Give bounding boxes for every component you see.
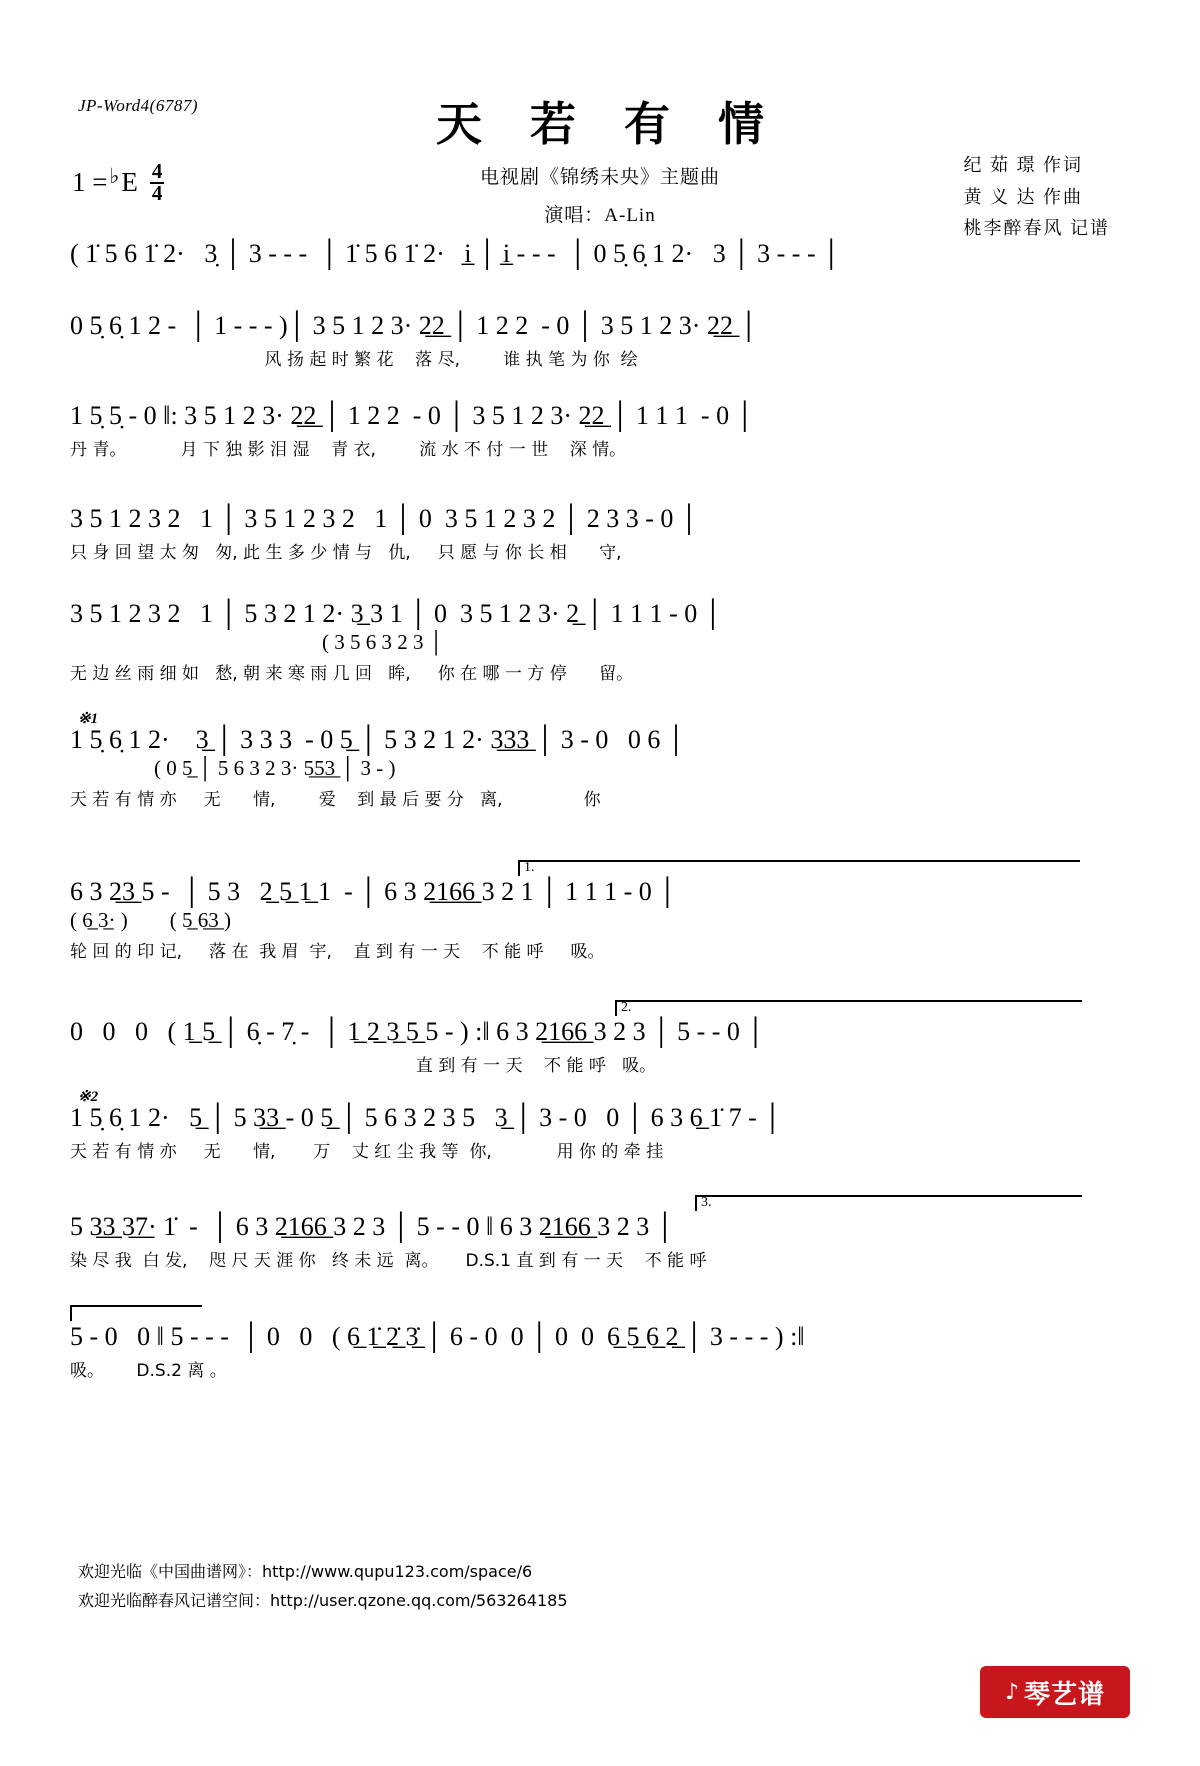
- music-system: [70, 1305, 1130, 1381]
- volta-number: 3.: [701, 1195, 712, 1210]
- flat-icon: ♭: [109, 164, 120, 189]
- segno-mark-2: ※2: [78, 1089, 99, 1105]
- credit-transcriber: 桃李醉春风 记谱: [963, 218, 1110, 238]
- music-system: [70, 1000, 1130, 1076]
- lyrics-row: 只 身 回 望 太 匆 匆, 此 生 多 少 情 与 仇, 只 愿 与 你 长 相 守,: [70, 542, 622, 563]
- volta-bracket-3: [695, 1195, 1082, 1211]
- subtitle: 电视剧《锦绣未央》主题曲: [479, 167, 720, 188]
- music-system: [70, 860, 1130, 962]
- volta-bracket-2: [615, 1000, 1082, 1016]
- lyrics-row: 天 若 有 情 亦 无 情, 万 丈 红 尘 我 等 你, 用 你 的 牵 挂: [70, 1141, 664, 1162]
- music-system: [70, 1088, 1130, 1162]
- music-system: [70, 402, 1130, 460]
- music-system: [70, 312, 1130, 370]
- key-label: 1 =: [72, 167, 108, 198]
- time-signature: [150, 159, 165, 205]
- notation-row: 5 - 0 0 ‖ 5 - - - │ 0 0 ( 6̲ 1̲̇ 2̲̇ 3̲̇ │ 6 - 0 0 │ 0 0 6̲ 5̲ 6̲ 2̲ │ 3 - - - ) :‖: [70, 1322, 805, 1351]
- notation-row: ( 1̇ 5 6 1̇ 2· 3̣ │ 3 - - - │ 1̇ 5 6 1̇ 2· i̲ │ i̲ - - - │ 0 5̣ 6̣ 1 2· 3 │ 3 - - - │: [70, 239, 841, 268]
- page-title: 天 若 有 情: [435, 97, 781, 151]
- alt-notation-row: ( 6̲ 3̲· ) ( 5̲ 6̲3̲ ): [70, 907, 231, 932]
- notation-row: 5 3̲3̲ 3̲7̲· 1̇ - │ 6 3 2̲1̲6̲6̲ 3 2 3 │ 5 - - 0 ‖ 6 3 2̲1̲6̲6̲ 3 2 3 │: [70, 1212, 675, 1241]
- lyrics-row: 轮 回 的 印 记, 落 在 我 眉 宇, 直 到 有 一 天 不 能 呼 吸。: [70, 941, 605, 962]
- notation-row: 6 3 2̲3̲ 5 - │ 5 3 2̲ 5̲ 1̲ 1 - │ 6 3 2̲1̲6̲6̲ 3 2 1 │ 1 1 1 - 0 │: [70, 877, 677, 906]
- key-letter: E: [121, 167, 138, 198]
- notation-row: 0 5̣ 6̣ 1 2 - │ 1 - - - )│ 3 5 1 2 3· 2̲2̲ │ 1 2 2 - 0 │ 3 5 1 2 3· 2̲2̲ │: [70, 311, 758, 340]
- logo-text: 琴艺谱: [1024, 1679, 1106, 1710]
- volta-bracket-1: [518, 860, 1080, 876]
- credit-lyricist: 纪 茹 璟 作词: [963, 155, 1083, 175]
- alt-notation-row: ( 0 5̲ │ 5 6 3 2 3· 5̲5̲3̲ │ 3 - ): [70, 755, 396, 780]
- alt-notation-row: ( 3 5 6 3 2 3 │: [70, 629, 444, 654]
- lyrics-row: 直 到 有 一 天 不 能 呼 吸。: [70, 1055, 657, 1076]
- meter-numerator: 4: [151, 159, 163, 183]
- notation-row: 3 5 1 2 3 2 1 │ 3 5 1 2 3 2 1 │ 0 3 5 1 2 3 2 │ 2 3 3 - 0 │: [70, 504, 699, 533]
- music-system: [70, 600, 1130, 684]
- footer-line-1[interactable]: 欢迎光临《中国曲谱网》：http://www.qupu123.com/space/6: [78, 1561, 533, 1581]
- music-system: [70, 505, 1130, 563]
- singer-label: 演唱：A-Lin: [544, 205, 656, 226]
- volta-number: 1.: [524, 860, 535, 875]
- notation-row: 1 5̣ 6̣ 1 2· 3̲ │ 3 3 3 - 0 5̲ │ 5 3 2 1 2· 3̲3̲3̲ │ 3 - 0 0 6 │: [70, 725, 686, 754]
- credit-composer: 黄 义 达 作曲: [963, 186, 1083, 207]
- lyrics-row: 无 边 丝 雨 细 如 愁, 朝 来 寒 雨 几 回 眸, 你 在 哪 一 方 停 留。: [70, 663, 634, 684]
- credits-block: [964, 150, 1111, 245]
- coda-bracket: [70, 1305, 202, 1321]
- music-system: [70, 240, 1130, 269]
- sheet-id-label: JP-Word4(6787): [78, 96, 198, 115]
- key-signature: [72, 159, 164, 205]
- footer-line-2[interactable]: 欢迎光临醉春风记谱空间：http://user.qzone.qq.com/563264185: [78, 1591, 568, 1611]
- lyrics-row: 天 若 有 情 亦 无 情, 爱 到 最 后 要 分 离, 你: [70, 789, 601, 810]
- lyrics-row: 吸。 D.S.2 离 。: [70, 1360, 227, 1381]
- notation-row: 1 5̣ 6̣ 1 2· 5̲ │ 5 3̲3̲ - 0 5̲ │ 5 6 3 2 3 5 3̲ │ 3 - 0 0 │ 6 3 6̲ 1̇ 7 - │: [70, 1103, 782, 1132]
- notation-row: 1 5̣ 5̣ - 0 ‖: 3 5 1 2 3· 2̲2̲ │ 1 2 2 - 0 │ 3 5 1 2 3· 2̲2̲ │ 1 1 1 - 0 │: [70, 401, 754, 430]
- notation-row: 0 0 0 ( 1̲ 5̲ │ 6̣ - 7̣ - │ 1̲ 2̲ 3̲ 5̲ 5 - ) :‖ 6 3 2̲1̲6̲6̲ 3 2 3 │ 5 - - 0 │: [70, 1017, 765, 1046]
- music-system: [70, 710, 1130, 810]
- lyrics-row: 丹 青。 月 下 独 影 泪 湿 青 衣, 流 水 不 付 一 世 深 情。: [70, 439, 627, 460]
- footer-links: [78, 1557, 568, 1616]
- music-system: [70, 1195, 1130, 1271]
- segno-mark-1: ※1: [78, 711, 99, 727]
- notation-row: 3 5 1 2 3 2 1 │ 5 3 2 1 2· 3̲ 3 1 │ 0 3 5 1 2 3· 2̲ │ 1 1 1 - 0 │: [70, 599, 723, 628]
- note-icon: ♪: [1004, 1679, 1021, 1705]
- lyrics-row: 染 尽 我 白 发, 咫 尺 天 涯 你 终 未 远 离。 D.S.1 直 到 有 一 天 不 能 呼: [70, 1250, 707, 1271]
- lyrics-row: 风 扬 起 时 繁 花 落 尽, 谁 执 笔 为 你 绘: [70, 349, 638, 370]
- site-logo: [980, 1666, 1130, 1718]
- volta-number: 2.: [621, 1000, 632, 1015]
- meter-denominator: 4: [151, 180, 163, 205]
